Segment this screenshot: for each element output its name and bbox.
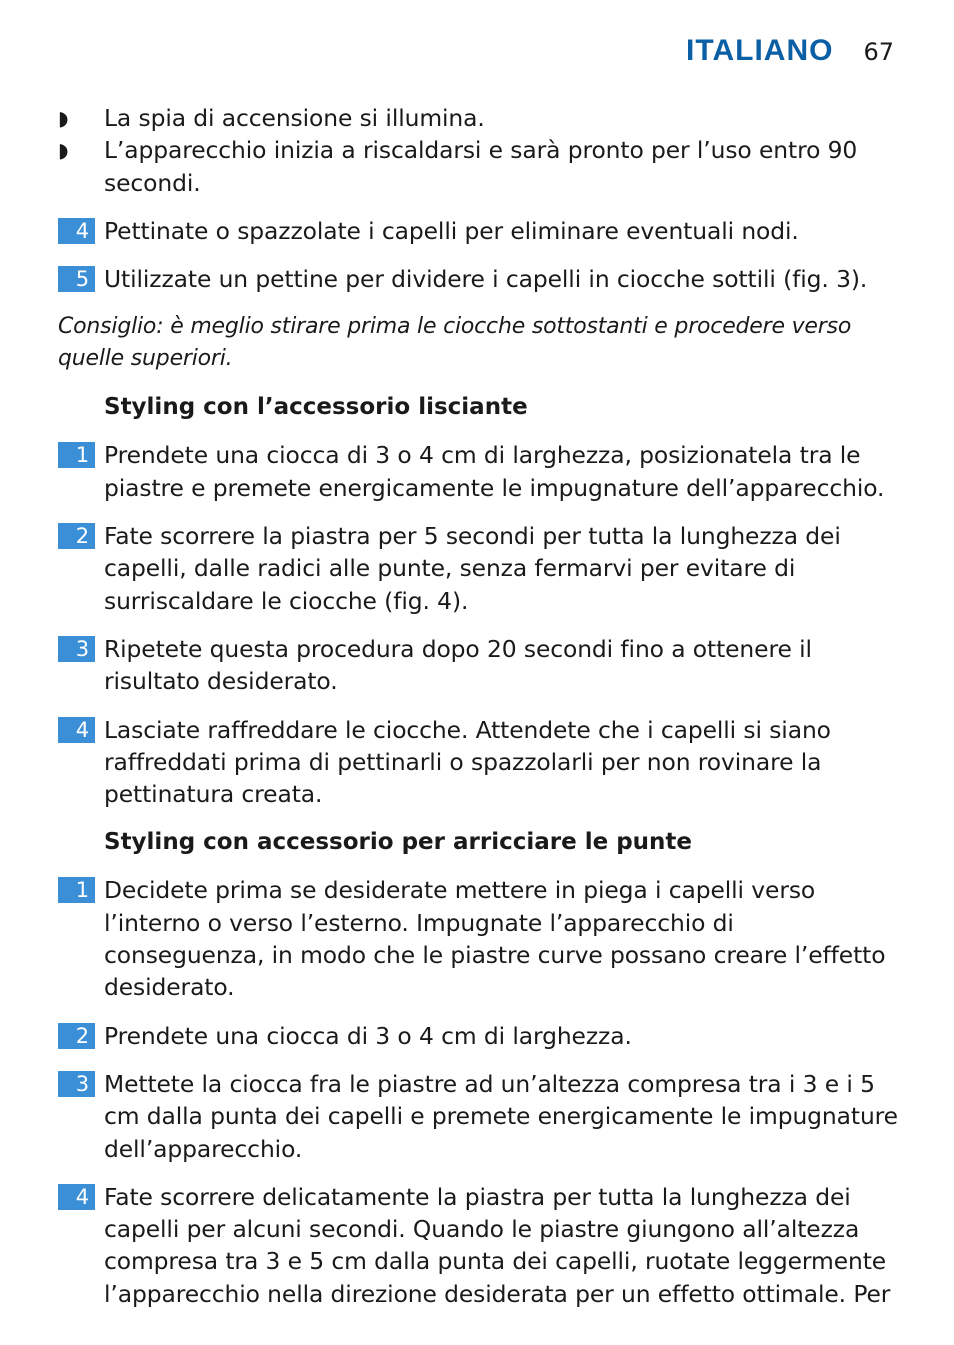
step-item xyxy=(58,439,898,504)
page-header xyxy=(686,34,894,68)
step-number-badge: 3 xyxy=(58,636,95,662)
step-text: Prendete una ciocca di 3 o 4 cm di larghezza. xyxy=(104,1021,632,1050)
step-text: Ripetete questa procedura dopo 20 secondi fino a ottenere il risultato desiderato. xyxy=(104,634,812,696)
step-text: Prendete una ciocca di 3 o 4 cm di larghezza, posizionatela tra le piastre e premete energicamente le impugnature dell’apparecchio. xyxy=(104,441,885,502)
step-number-badge: 1 xyxy=(58,877,95,903)
step-text: Mettete la ciocca fra le piastre ad un’altezza compresa tra i 3 e i 5 cm dalla punta dei capelli e premete energicamente le impugnature dell’apparecchio. xyxy=(104,1069,898,1163)
step-text: Fate scorrere delicatamente la piastra per tutta la lunghezza dei capelli per alcuni secondi. Quando le piastre giungono all’altezza compresa tra 3 e 5 cm dalla punta dei capelli, ruotate leggermente l’apparecchio nella direzione desiderata per un effetto ottimale. Per xyxy=(104,1182,891,1308)
step-item xyxy=(58,1020,898,1052)
step-number-badge: 4 xyxy=(58,1184,95,1210)
tip-note: Consiglio: è meglio stirare prima le ciocche sottostanti e procedere verso quelle superiori. xyxy=(58,314,852,372)
bullet-arrow-icon: ◗ xyxy=(58,106,69,130)
step-item xyxy=(58,263,898,295)
step-text: Decidete prima se desiderate mettere in piega i capelli verso l’interno o verso l’esterno. Impugnate l’apparecchio di conseguenza, in modo che le piastre curve possano creare l’effetto desiderato. xyxy=(104,876,886,1002)
step-text: Fate scorrere la piastra per 5 secondi per tutta la lunghezza dei capelli, dalle radici alle punte, senza fermarvi per evitare di surriscaldare le ciocche (fig. 4). xyxy=(104,522,841,615)
step-item xyxy=(58,633,898,698)
bullet-text: La spia di accensione si illumina. xyxy=(104,104,485,132)
step-number-badge: 2 xyxy=(58,523,95,549)
step-item xyxy=(58,215,898,247)
result-bullet xyxy=(58,102,898,134)
result-bullet xyxy=(58,134,898,199)
step-number-badge: 1 xyxy=(58,442,95,468)
step-number-badge: 4 xyxy=(58,218,95,244)
step-item xyxy=(58,874,898,1003)
section-heading: Styling con l’accessorio lisciante xyxy=(104,394,528,421)
page-content xyxy=(58,102,898,1310)
step-number-badge: 4 xyxy=(58,717,95,743)
page-number: 67 xyxy=(863,38,894,66)
step-item xyxy=(58,1181,898,1310)
section-heading: Styling con accessorio per arricciare le punte xyxy=(104,829,693,856)
bullet-arrow-icon: ◗ xyxy=(58,138,69,163)
step-number-badge: 2 xyxy=(58,1023,95,1049)
step-item xyxy=(58,714,898,811)
step-text: Lasciate raffreddare le ciocche. Attendete che i capelli si siano raffreddati prima di pettinarli o spazzolarli per non rovinare la pettinatura creata. xyxy=(104,715,831,809)
step-item xyxy=(58,520,898,617)
language-label: ITALIANO xyxy=(686,34,834,67)
step-number-badge: 3 xyxy=(58,1071,95,1097)
step-text: Pettinate o spazzolate i capelli per eliminare eventuali nodi. xyxy=(104,216,799,245)
bullet-text: L’apparecchio inizia a riscaldarsi e sarà pronto per l’uso entro 90 secondi. xyxy=(104,136,858,197)
step-text: Utilizzate un pettine per dividere i capelli in ciocche sottili (fig. 3). xyxy=(104,265,868,294)
step-number-badge: 5 xyxy=(58,266,95,292)
step-item xyxy=(58,1068,898,1165)
